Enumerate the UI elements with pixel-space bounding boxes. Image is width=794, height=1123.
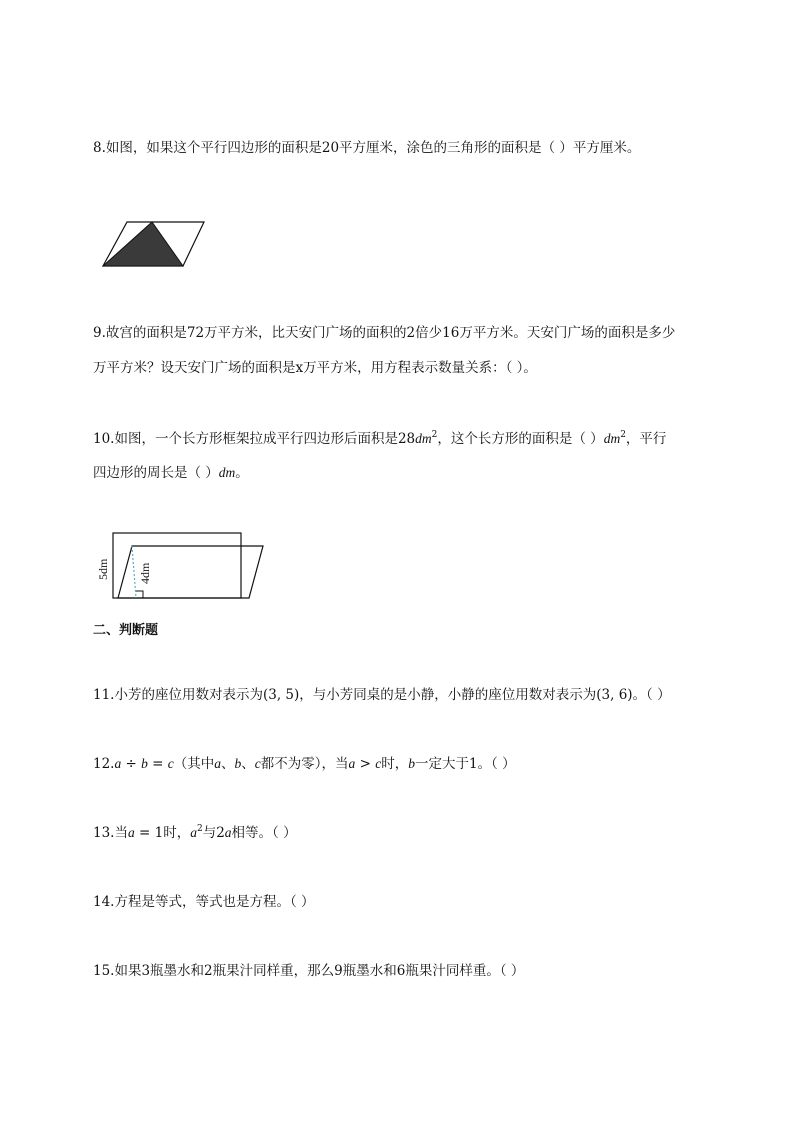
var-a: a: [127, 825, 135, 840]
question-14-text: 14.方程是等式，等式也是方程。（ ）: [93, 894, 315, 910]
var-c: c: [167, 756, 174, 771]
exponent: 2: [431, 430, 438, 440]
unit-dm: dm: [603, 431, 621, 446]
separator: 、: [221, 756, 235, 772]
var-b: b: [234, 756, 242, 771]
question-8: [93, 139, 640, 157]
var-c: c: [375, 756, 382, 771]
question-15-text: 15.如果3瓶墨水和2瓶果汁同样重，那么9瓶墨水和6瓶果汁同样重。（ ）: [93, 963, 525, 979]
question-10-line-1: [93, 430, 666, 448]
rectangle-parallelogram-figure-q10: [93, 530, 268, 605]
var-c: c: [254, 756, 261, 771]
label-5dm: 5dm: [96, 558, 110, 580]
question-9-text-1: 9.故宫的面积是72万平方米，比天安门广场的面积的2倍少16万平方米。天安门广场的面积是多少: [93, 325, 676, 341]
section-title: 二、判断题: [93, 623, 159, 638]
paren-close: 都不为零），当: [260, 756, 349, 772]
question-11-text: 11.小芳的座位用数对表示为(3, 5)，与小芳同桌的是小静，小静的座位用数对表示为(3, 6)。（ ）: [93, 687, 671, 703]
question-10-text-2: ，这个长方形的面积是（ ）: [437, 431, 604, 447]
question-10-text-1: 10.如图，一个长方形框架拉成平行四边形后面积是28: [93, 431, 416, 447]
question-13-prefix: 13.当: [93, 825, 128, 841]
question-12-tail: 一定大于1。（ ）: [414, 756, 516, 772]
exponent: 2: [620, 430, 626, 440]
question-11: [93, 686, 671, 704]
parallelogram-figure-q8: [100, 218, 210, 270]
paren-open: （其中: [173, 756, 215, 772]
original-rectangle: [113, 533, 241, 598]
label-4dm: 4dm: [138, 562, 152, 584]
var-a: a: [224, 825, 232, 840]
question-12: [93, 755, 516, 773]
question-12-prefix: 12.: [93, 756, 115, 772]
var-a: a: [114, 756, 122, 771]
question-14: [93, 893, 315, 911]
question-8-text: 8.如图，如果这个平行四边形的面积是20平方厘米，涂色的三角形的面积是（ ）平方厘米。: [93, 140, 641, 156]
and-text: 与2: [202, 825, 225, 841]
height-dashed-line: [132, 546, 136, 598]
condition-text: = 1时，: [134, 825, 191, 841]
question-13-tail: 相等。（ ）: [231, 825, 297, 841]
var-a: a: [348, 756, 356, 771]
question-15: [93, 962, 524, 980]
var-b: b: [408, 756, 415, 771]
exponent: 2: [196, 824, 203, 834]
question-13: [93, 824, 297, 842]
separator: 、: [241, 756, 255, 772]
var-a: a: [214, 756, 222, 771]
question-9-line-2: [93, 359, 537, 377]
var-a: a: [190, 825, 197, 840]
equals-sign: =: [147, 756, 168, 772]
question-10-text-5: 。: [235, 465, 249, 481]
divide-sign: ÷: [121, 756, 142, 772]
question-9-line-1: [93, 324, 675, 342]
var-b: b: [141, 756, 148, 771]
question-10-text-3: ，平行: [625, 431, 667, 447]
greater-sign: >: [355, 756, 376, 772]
question-10-line-2: [93, 464, 249, 482]
unit-dm: dm: [218, 465, 236, 480]
question-9-text-2: 万平方米？设天安门广场的面积是x万平方米，用方程表示数量关系：（ ）。: [93, 360, 537, 376]
when-text: 时，: [381, 756, 409, 772]
right-angle-mark: [136, 591, 143, 598]
unit-dm: dm: [415, 431, 432, 446]
question-10-text-4: 四边形的周长是（ ）: [93, 465, 219, 481]
